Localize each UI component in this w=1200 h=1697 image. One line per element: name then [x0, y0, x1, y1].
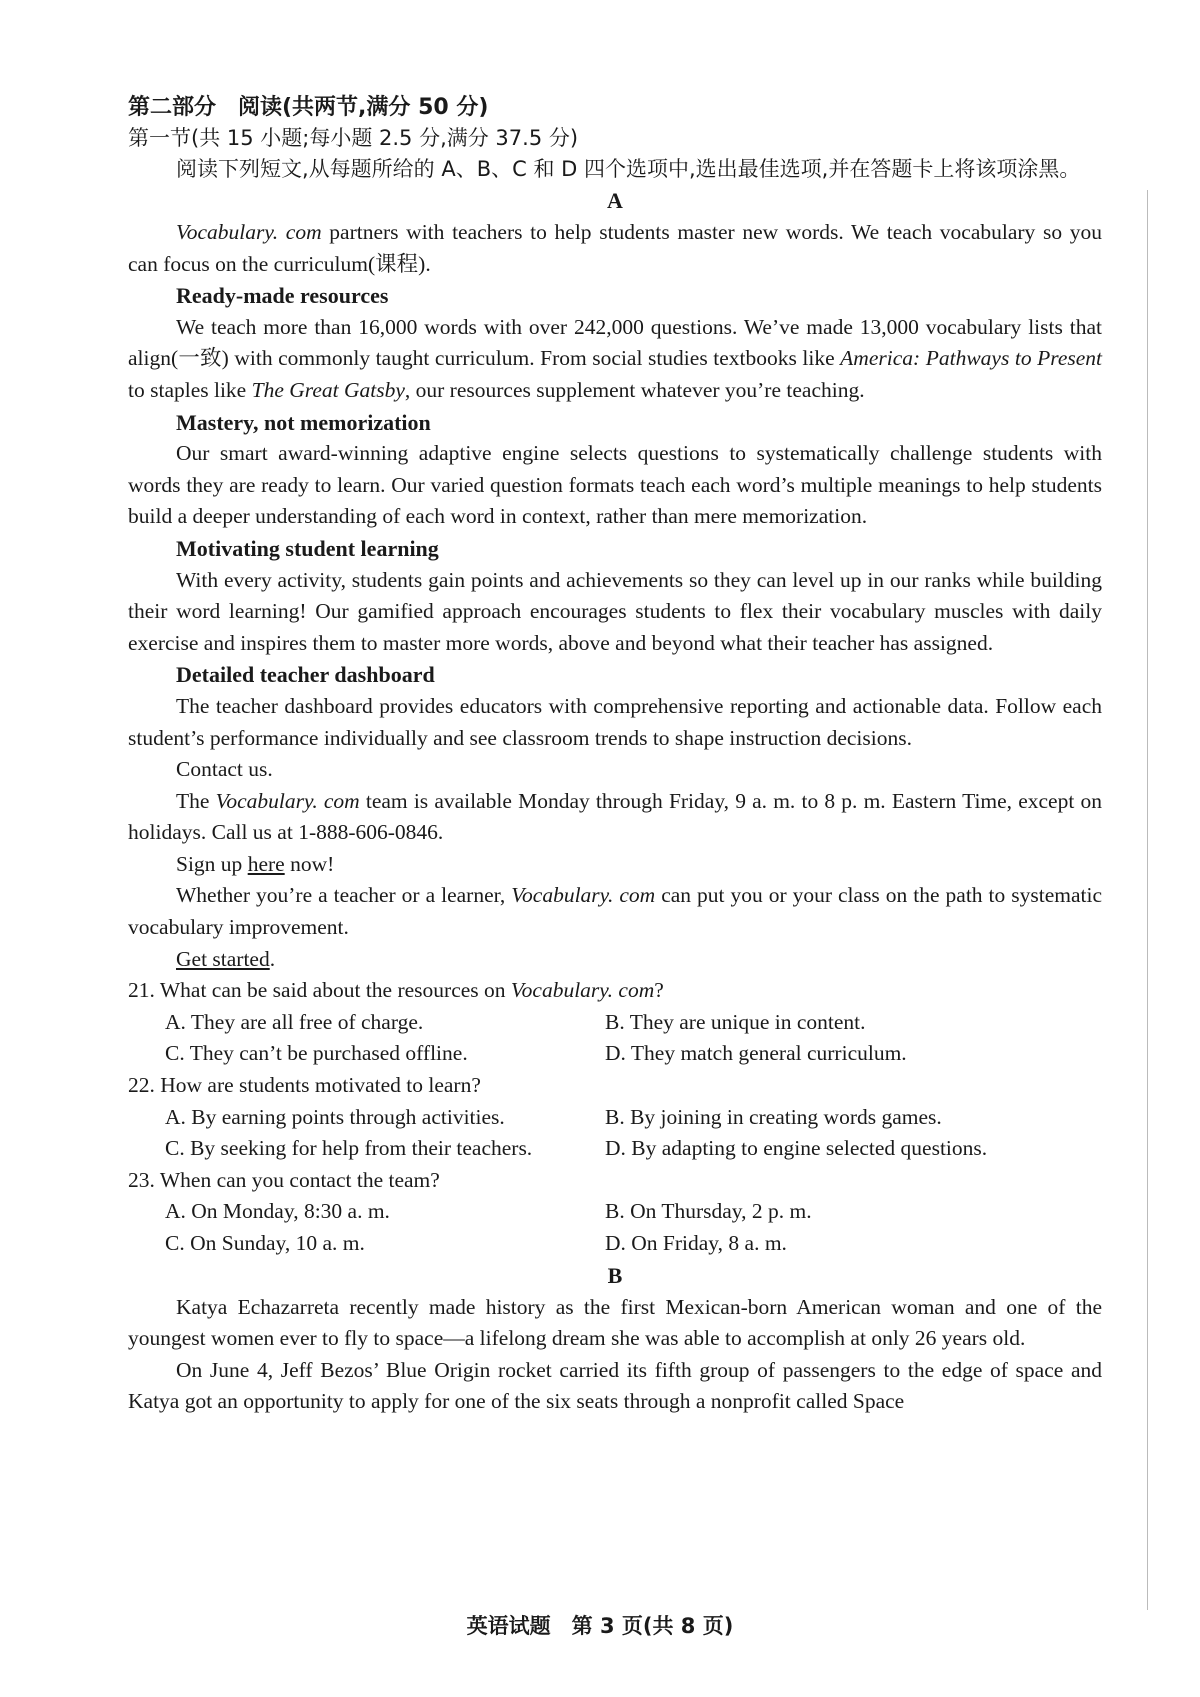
get-started-line: [128, 944, 1102, 976]
resources-text-3: , our resources supplement whatever you’re teaching.: [404, 377, 865, 402]
section-subtitle: 第一节(共 15 小题;每小题 2.5 分,满分 37.5 分): [128, 126, 579, 150]
signup-here-link[interactable]: here: [247, 851, 285, 876]
signup-line: [128, 849, 1102, 881]
page-footer: 英语试题 第 3 页(共 8 页): [466, 1614, 734, 1638]
whether-text-1: Whether you’re a teacher or a learner,: [176, 883, 512, 908]
site-name: Vocabulary. com: [176, 220, 322, 244]
whether-text-2: can put you or your class on the path to systematic vocabulary improvement.: [128, 883, 1102, 940]
option-23-b[interactable]: B. On Thursday, 2 p. m.: [605, 1199, 812, 1224]
site-name: Vocabulary. com: [215, 788, 360, 813]
site-name: Vocabulary. com: [510, 978, 655, 1003]
contact-text-1: The: [176, 788, 216, 813]
option-23-d[interactable]: D. On Friday, 8 a. m.: [605, 1231, 787, 1255]
heading-motivating: Motivating student learning: [176, 535, 439, 561]
heading-ready-made: Ready-made resources: [176, 283, 389, 309]
paragraph-contact: [128, 786, 1102, 849]
paragraph-whether: [128, 880, 1102, 943]
question-23-stem: 23. When can you contact the team?: [128, 1167, 440, 1192]
passage-a-letter: A: [607, 188, 623, 213]
resources-text-1: We teach more than 16,000 words with over 242,000 questions. We’ve made 13,000 vocabulary lists that align(一致) with commonly taught curriculum. From social studies textbooks like: [128, 314, 1102, 371]
section-title: 第二部分 阅读(共两节,满分 50 分): [128, 95, 489, 120]
option-22-c[interactable]: C. By seeking for help from their teachers.: [165, 1136, 533, 1161]
question-22-options: [128, 1102, 1102, 1165]
intro-text: partners with teachers to help students master new words. We teach vocabulary so you can focus on the curriculum(课程).: [128, 220, 1102, 276]
passage-b-paragraph-2: On June 4, Jeff Bezos’ Blue Origin rocket carried its fifth group of passengers to the edge of space and Katya got an opportunity to apply for one of the six seats through a nonprofit called Space: [128, 1357, 1102, 1414]
get-started-link[interactable]: Get started: [176, 946, 270, 971]
question-21-stem: [128, 975, 1102, 1007]
heading-mastery: Mastery, not memorization: [176, 409, 431, 435]
option-23-c[interactable]: C. On Sunday, 10 a. m.: [165, 1231, 365, 1255]
contact-text-2: team is available Monday through Friday, 9 a. m. to 8 p. m. Eastern Time, except on holidays. Call us at 1-888-606-0846.: [128, 788, 1102, 845]
section-instruction: 阅读下列短文,从每题所给的 A、B、C 和 D 四个选项中,选出最佳选项,并在答题卡上将该项涂黑。: [176, 157, 1081, 181]
paragraph-motivating: With every activity, students gain points and achievements so they can level up in our ranks while building their word learning! Our gamified approach encourages students to flex their vocabulary muscles with daily exercise and inspires them to master more words, above and beyond what their teacher has assigned.: [128, 567, 1102, 655]
question-23-options: [128, 1196, 1102, 1259]
paragraph-dashboard: The teacher dashboard provides educators with comprehensive reporting and actionable data. Follow each student’s performance individually and see classroom trends to shape instruction decisions.: [128, 693, 1102, 750]
option-21-d[interactable]: D. They match general curriculum.: [605, 1041, 907, 1066]
signup-text-2: now!: [284, 851, 335, 876]
margin-rule: [1147, 190, 1148, 1610]
get-started-period: .: [269, 946, 276, 971]
signup-text-1: Sign up: [176, 851, 248, 876]
passage-b-letter: B: [607, 1262, 623, 1288]
option-21-a[interactable]: A. They are all free of charge.: [165, 1009, 424, 1034]
option-22-b[interactable]: B. By joining in creating words games.: [605, 1104, 942, 1129]
book-title-gatsby: The Great Gatsby: [251, 377, 405, 402]
paragraph-resources: [128, 312, 1102, 407]
heading-dashboard: Detailed teacher dashboard: [176, 662, 435, 688]
book-title-america: America: Pathways to Present: [840, 346, 1103, 371]
option-21-b[interactable]: B. They are unique in content.: [605, 1009, 866, 1034]
resources-text-2: to staples like: [128, 377, 252, 402]
passage-a-intro: [128, 217, 1102, 280]
contact-label: Contact us.: [176, 757, 273, 782]
question-21-options: [128, 1007, 1102, 1070]
option-23-a[interactable]: A. On Monday, 8:30 a. m.: [165, 1199, 390, 1224]
passage-b-paragraph-1: Katya Echazarreta recently made history as the first Mexican-born American woman and one of the youngest women ever to fly to space—a lifelong dream she was able to accomplish at only 26 years old.: [128, 1294, 1102, 1351]
question-22-stem: 22. How are students motivated to learn?: [128, 1073, 481, 1098]
option-21-c[interactable]: C. They can’t be purchased offline.: [165, 1041, 468, 1066]
option-22-a[interactable]: A. By earning points through activities.: [165, 1104, 505, 1129]
option-22-d[interactable]: D. By adapting to engine selected questions.: [605, 1136, 988, 1161]
paragraph-mastery: Our smart award-winning adaptive engine selects questions to systematically challenge students with words they are ready to learn. Our varied question formats teach each word’s multiple meanings to help students build a deeper understanding of each word in context, rather than mere memorization.: [128, 441, 1102, 529]
site-name: Vocabulary. com: [511, 883, 656, 908]
question-21-mark: ?: [654, 978, 664, 1003]
question-21-text: 21. What can be said about the resources on: [128, 978, 511, 1003]
